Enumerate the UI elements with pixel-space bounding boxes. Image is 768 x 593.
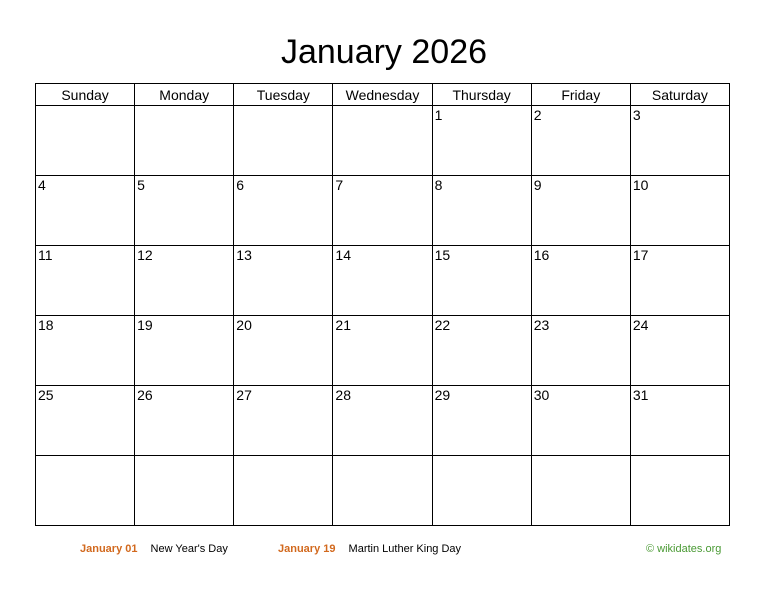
day-cell — [630, 246, 729, 316]
site-credit[interactable]: © wikidates.org — [646, 543, 722, 555]
day-cell — [630, 456, 729, 526]
day-number: 28 — [335, 387, 351, 403]
day-number: 2 — [533, 107, 542, 123]
day-number: 27 — [236, 387, 252, 403]
day-number: 25 — [38, 387, 54, 403]
day-number: 9 — [533, 177, 542, 193]
day-cell — [630, 386, 729, 456]
day-number: 8 — [434, 177, 443, 193]
day-cell — [432, 316, 531, 386]
day-cell — [630, 316, 729, 386]
day-number: 12 — [137, 247, 153, 263]
day-number: 10 — [632, 177, 649, 193]
day-cell — [432, 456, 531, 526]
calendar-grid — [35, 83, 730, 526]
day-cell — [135, 386, 234, 456]
day-cell — [135, 456, 234, 526]
day-number: 17 — [632, 247, 649, 263]
day-number: 19 — [137, 317, 153, 333]
day-cell — [531, 316, 630, 386]
day-cell — [333, 316, 432, 386]
day-number: 18 — [38, 317, 54, 333]
day-cell — [531, 246, 630, 316]
weekday-header-row — [36, 84, 730, 106]
day-number: 7 — [335, 177, 344, 193]
day-cell — [630, 176, 729, 246]
weekday-header: Sunday — [36, 84, 135, 106]
week-row — [36, 386, 730, 456]
day-cell — [432, 386, 531, 456]
day-cell — [36, 386, 135, 456]
day-number — [631, 456, 729, 458]
day-cell — [630, 106, 729, 176]
day-number — [333, 456, 431, 458]
day-cell — [36, 106, 135, 176]
day-cell — [432, 176, 531, 246]
day-number: 1 — [434, 107, 443, 123]
calendar-title: January 2026 — [280, 33, 488, 71]
day-number: 21 — [335, 317, 351, 333]
day-number — [234, 456, 332, 458]
weekday-header: Thursday — [432, 84, 531, 106]
holiday-name: Martin Luther King Day — [348, 543, 462, 555]
day-cell — [531, 386, 630, 456]
day-cell — [135, 106, 234, 176]
day-cell — [234, 316, 333, 386]
day-number — [36, 456, 134, 458]
weekday-header: Saturday — [630, 84, 729, 106]
week-row — [36, 316, 730, 386]
day-number — [234, 106, 332, 108]
day-number — [532, 456, 630, 458]
day-cell — [531, 456, 630, 526]
day-cell — [234, 176, 333, 246]
day-number: 26 — [137, 387, 153, 403]
day-cell — [135, 176, 234, 246]
day-cell — [333, 456, 432, 526]
holiday-date: January 19 — [278, 543, 336, 555]
day-cell — [135, 246, 234, 316]
week-row — [36, 456, 730, 526]
day-number: 22 — [434, 317, 451, 333]
day-cell — [234, 246, 333, 316]
weekday-header: Tuesday — [234, 84, 333, 106]
day-cell — [36, 456, 135, 526]
holiday-date: January 01 — [80, 543, 138, 555]
holiday-entry — [80, 543, 228, 555]
weekday-header: Wednesday — [333, 84, 432, 106]
day-cell — [333, 386, 432, 456]
day-number: 3 — [632, 107, 641, 123]
weekday-header: Monday — [135, 84, 234, 106]
day-number: 6 — [236, 177, 245, 193]
day-number: 30 — [533, 387, 550, 403]
day-number: 4 — [38, 177, 46, 193]
day-number: 16 — [533, 247, 550, 263]
weekday-header: Friday — [531, 84, 630, 106]
day-number: 31 — [632, 387, 649, 403]
day-number — [36, 106, 134, 108]
day-number — [433, 456, 531, 458]
day-cell — [234, 106, 333, 176]
week-row — [36, 246, 730, 316]
holiday-entry — [278, 543, 461, 555]
day-cell — [531, 176, 630, 246]
day-cell — [333, 106, 432, 176]
day-cell — [432, 106, 531, 176]
day-cell — [333, 246, 432, 316]
week-row — [36, 106, 730, 176]
day-number: 14 — [335, 247, 351, 263]
day-number — [135, 456, 233, 458]
day-cell — [333, 176, 432, 246]
day-number — [135, 106, 233, 108]
day-cell — [135, 316, 234, 386]
week-row — [36, 176, 730, 246]
day-number: 11 — [38, 247, 53, 263]
day-number: 15 — [434, 247, 451, 263]
day-cell — [36, 176, 135, 246]
day-cell — [36, 316, 135, 386]
day-cell — [234, 456, 333, 526]
day-number: 20 — [236, 317, 252, 333]
day-number: 13 — [236, 247, 252, 263]
day-number: 23 — [533, 317, 550, 333]
day-cell — [36, 246, 135, 316]
day-number: 29 — [434, 387, 451, 403]
day-cell — [432, 246, 531, 316]
holiday-name: New Year's Day — [150, 543, 228, 555]
day-number — [333, 106, 431, 108]
day-cell — [531, 106, 630, 176]
day-number: 5 — [137, 177, 145, 193]
day-cell — [234, 386, 333, 456]
day-number: 24 — [632, 317, 649, 333]
